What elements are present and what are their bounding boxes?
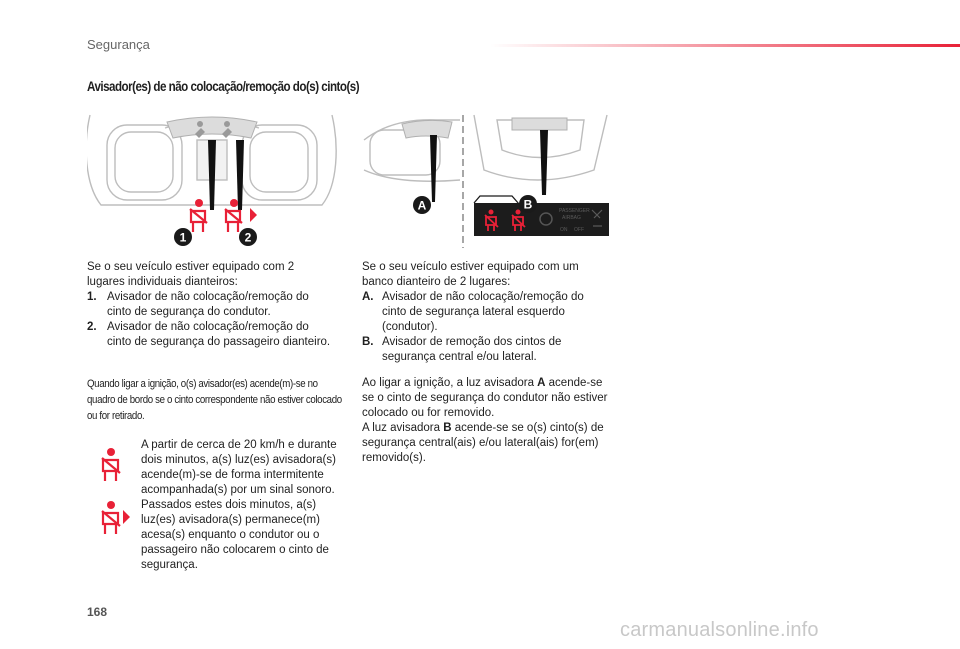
list-item bbox=[87, 320, 332, 350]
text-run: Ao ligar a ignição, a luz avisadora bbox=[362, 377, 538, 389]
list-item-text: Avisador de remoção dos cintos de segurança central e/ou lateral. bbox=[382, 336, 562, 363]
panel-bracket bbox=[474, 196, 519, 204]
ignition-note: Quando ligar a ignição, o(s) avisador(es) acende(m)-se no quadro de bordo se o cinto correspondente não estiver colocado ou for retirado. bbox=[87, 378, 342, 422]
page-number: 168 bbox=[87, 605, 108, 619]
right-paragraphs bbox=[362, 376, 617, 466]
badge-2 bbox=[239, 228, 257, 246]
badge-a bbox=[413, 196, 431, 214]
watermark: carmanualsonline.info bbox=[620, 619, 819, 641]
passenger-seatbelt-warning-icon bbox=[97, 498, 137, 538]
page-heading: Avisador(es) de não colocação/remoção do(s) cinto(s) bbox=[87, 79, 360, 94]
left-intro: Se o seu veículo estiver equipado com 2 lugares individuais dianteiros: bbox=[87, 261, 295, 288]
lamp-b-paragraph bbox=[362, 421, 617, 466]
text-run: acende-se se o cinto de segurança do condutor não estiver colocado ou for removido. bbox=[362, 377, 608, 419]
left-warning-list bbox=[87, 290, 332, 350]
text-run: acende-se se o(s) cinto(s) de segurança central(ais) e/ou lateral(ais) for(em) removido(s). bbox=[362, 422, 604, 464]
right-warning-list bbox=[362, 290, 607, 365]
ignition-lamp-a-paragraph bbox=[362, 376, 617, 421]
svg-text:2: 2 bbox=[244, 230, 252, 245]
list-item bbox=[87, 290, 332, 320]
speed-warning-note: A partir de cerca de 20 km/h e durante dois minutos, a(s) luz(es) avisadora(s) acende(m)-se de forma intermitente acompanhada(s) por um sinal sonoro. Passados estes dois minutos, a(s) luz(es) avisadora(s) permanece(m) acesa(s) enquanto o condutor ou o passageiro não colocarem o cinto de segurança. bbox=[141, 439, 337, 571]
cluster-illustration-left bbox=[87, 110, 337, 250]
panel-label-passenger: PASSENGER bbox=[559, 208, 590, 214]
svg-text:1: 1 bbox=[179, 230, 187, 245]
panel-label-on: ON bbox=[560, 227, 568, 233]
list-item bbox=[362, 335, 607, 365]
list-item-number: 2. bbox=[87, 321, 97, 333]
panel-label-airbag: AIRBAG bbox=[562, 215, 581, 221]
list-item-text: Avisador de não colocação/remoção do cinto de segurança lateral esquerdo (condutor). bbox=[382, 291, 584, 333]
panel-label-off: OFF bbox=[574, 227, 584, 233]
right-intro: Se o seu veículo estiver equipado com um banco dianteiro de 2 lugares: bbox=[362, 261, 579, 288]
svg-text:B: B bbox=[523, 197, 533, 212]
list-item-text: Avisador de não colocação/remoção do cinto de segurança do condutor. bbox=[107, 291, 309, 318]
text-run: A luz avisadora bbox=[362, 422, 444, 434]
driver-seatbelt-warning-icon bbox=[190, 199, 207, 232]
lamp-label-a: A bbox=[537, 377, 546, 389]
right-column bbox=[362, 260, 607, 365]
svg-text:A: A bbox=[417, 198, 427, 213]
list-item bbox=[362, 290, 607, 335]
list-item-text: Avisador de não colocação/remoção do cinto de segurança do passageiro dianteiro. bbox=[107, 321, 331, 348]
badge-1 bbox=[174, 228, 192, 246]
left-column bbox=[87, 260, 332, 350]
list-item-number: B. bbox=[362, 336, 374, 348]
header-rule bbox=[490, 44, 960, 47]
lamp-label-b: B bbox=[443, 422, 452, 434]
arrow-right-icon bbox=[250, 208, 257, 222]
cluster-illustration-right bbox=[362, 110, 617, 250]
section-title: Segurança bbox=[87, 37, 150, 52]
badge-b bbox=[519, 195, 537, 213]
list-item-number: 1. bbox=[87, 291, 97, 303]
driver-seatbelt-warning-icon bbox=[97, 445, 137, 485]
list-item-number: A. bbox=[362, 291, 374, 303]
